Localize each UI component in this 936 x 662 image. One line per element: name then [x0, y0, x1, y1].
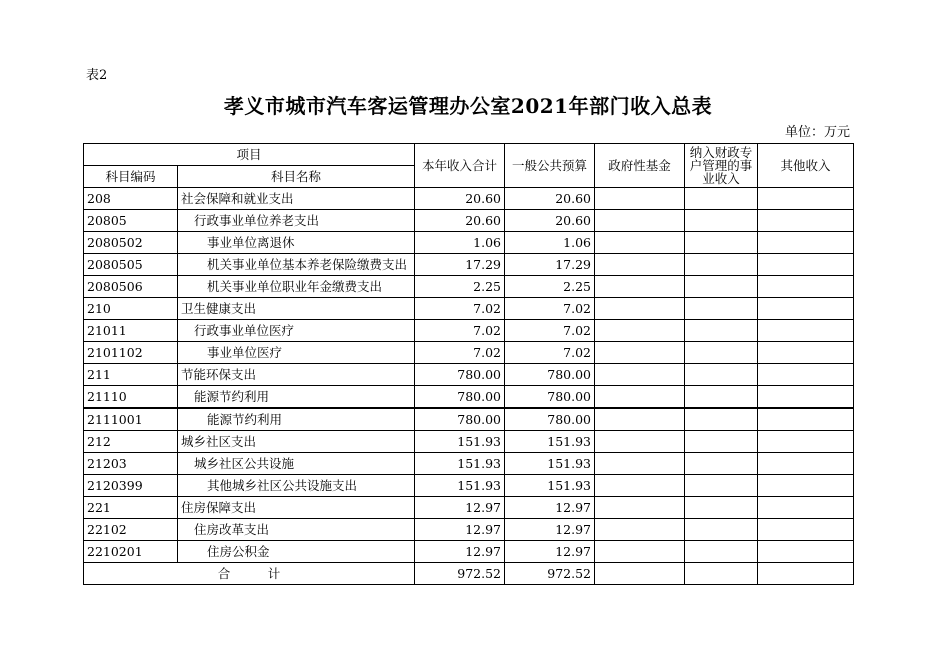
- gov-fund: [595, 386, 685, 409]
- special-account: [685, 519, 758, 541]
- subject-name: 行政事业单位医疗: [178, 320, 415, 342]
- table-row: [84, 497, 854, 519]
- subject-code: 210: [84, 298, 178, 320]
- special-account: [685, 364, 758, 386]
- table-row: [84, 210, 854, 232]
- total-income: 7.02: [415, 320, 505, 342]
- header-general-budget: 一般公共预算: [505, 144, 595, 188]
- general-budget: 151.93: [505, 431, 595, 453]
- total-income: 780.00: [415, 408, 505, 431]
- special-account: [685, 541, 758, 563]
- special-account: [685, 497, 758, 519]
- other-income: [758, 431, 854, 453]
- subject-code: 20805: [84, 210, 178, 232]
- gov-fund: [595, 408, 685, 431]
- total-income: 2.25: [415, 276, 505, 298]
- subject-name: 社会保障和就业支出: [178, 188, 415, 210]
- special-account: [685, 475, 758, 497]
- subject-code: 212: [84, 431, 178, 453]
- gov-fund: [595, 431, 685, 453]
- subject-name: 能源节约利用: [178, 408, 415, 431]
- general-budget: 780.00: [505, 408, 595, 431]
- header-project: 项目: [84, 144, 415, 166]
- gov-fund: [595, 342, 685, 364]
- special-account: [685, 342, 758, 364]
- gov-fund: [595, 254, 685, 276]
- table-row: [84, 431, 854, 453]
- header-other-income: 其他收入: [758, 144, 854, 188]
- subject-code: 2101102: [84, 342, 178, 364]
- subject-name: 城乡社区支出: [178, 431, 415, 453]
- subject-code: 2080502: [84, 232, 178, 254]
- special-account: [685, 453, 758, 475]
- table-number: 表2: [86, 68, 108, 83]
- general-budget: 780.00: [505, 364, 595, 386]
- subject-code: 2120399: [84, 475, 178, 497]
- total-income: 151.93: [415, 475, 505, 497]
- header-special-account: 纳入财政专户管理的事业收入: [685, 144, 758, 188]
- general-budget: 20.60: [505, 188, 595, 210]
- general-budget: 780.00: [505, 386, 595, 409]
- subject-code: 208: [84, 188, 178, 210]
- subject-name: 住房保障支出: [178, 497, 415, 519]
- general-budget: 2.25: [505, 276, 595, 298]
- subject-code: 21011: [84, 320, 178, 342]
- other-income: [758, 232, 854, 254]
- gov-fund: [595, 210, 685, 232]
- gov-fund: [595, 541, 685, 563]
- other-income: [758, 386, 854, 409]
- gov-fund: [595, 188, 685, 210]
- other-income: [758, 453, 854, 475]
- other-income: [758, 254, 854, 276]
- table-row: [84, 364, 854, 386]
- total-income: 151.93: [415, 453, 505, 475]
- other-income: [758, 364, 854, 386]
- subject-code: 2080505: [84, 254, 178, 276]
- subject-name: 住房改革支出: [178, 519, 415, 541]
- gov-fund: [595, 497, 685, 519]
- total-income: 780.00: [415, 386, 505, 409]
- table-row: [84, 519, 854, 541]
- total-income: 20.60: [415, 188, 505, 210]
- other-income: [758, 342, 854, 364]
- table-row: [84, 475, 854, 497]
- general-budget: 12.97: [505, 519, 595, 541]
- special-account: [685, 188, 758, 210]
- general-budget: 1.06: [505, 232, 595, 254]
- other-income: [758, 188, 854, 210]
- special-account: [685, 431, 758, 453]
- table-row: [84, 541, 854, 563]
- subject-code: 2210201: [84, 541, 178, 563]
- other-income: [758, 210, 854, 232]
- subject-code: 2111001: [84, 408, 178, 431]
- table-row: [84, 254, 854, 276]
- table-row: [84, 276, 854, 298]
- general-budget: 151.93: [505, 453, 595, 475]
- other-income: [758, 563, 854, 585]
- other-income: [758, 408, 854, 431]
- special-account: [685, 232, 758, 254]
- other-income: [758, 519, 854, 541]
- general-budget: 12.97: [505, 497, 595, 519]
- subject-code: 221: [84, 497, 178, 519]
- total-income: 151.93: [415, 431, 505, 453]
- special-account: [685, 298, 758, 320]
- header-name: 科目名称: [178, 166, 415, 188]
- gov-fund: [595, 320, 685, 342]
- other-income: [758, 276, 854, 298]
- subject-name: 事业单位医疗: [178, 342, 415, 364]
- gov-fund: [595, 453, 685, 475]
- special-account: [685, 386, 758, 409]
- header-code: 科目编码: [84, 166, 178, 188]
- subject-name: 事业单位离退休: [178, 232, 415, 254]
- total-income: 12.97: [415, 541, 505, 563]
- other-income: [758, 298, 854, 320]
- table-row: [84, 408, 854, 431]
- special-account: [685, 408, 758, 431]
- subject-code: 21203: [84, 453, 178, 475]
- general-budget: 7.02: [505, 298, 595, 320]
- subject-code: 21110: [84, 386, 178, 409]
- subject-name: 能源节约利用: [178, 386, 415, 409]
- total-label: 合 计: [84, 563, 415, 585]
- general-budget: 7.02: [505, 320, 595, 342]
- special-account: [685, 254, 758, 276]
- subject-code: 22102: [84, 519, 178, 541]
- total-income: 12.97: [415, 519, 505, 541]
- table-row: [84, 320, 854, 342]
- table-row: [84, 298, 854, 320]
- gov-fund: [595, 276, 685, 298]
- table-row: [84, 453, 854, 475]
- subject-name: 住房公积金: [178, 541, 415, 563]
- gov-fund: [595, 232, 685, 254]
- special-account: [685, 320, 758, 342]
- other-income: [758, 497, 854, 519]
- gov-fund: [595, 519, 685, 541]
- total-income: 12.97: [415, 497, 505, 519]
- general-budget: 20.60: [505, 210, 595, 232]
- subject-code: 2080506: [84, 276, 178, 298]
- gov-fund: [595, 563, 685, 585]
- gov-fund: [595, 475, 685, 497]
- total-income: 1.06: [415, 232, 505, 254]
- header-row-1: [84, 144, 854, 166]
- general-budget: 7.02: [505, 342, 595, 364]
- header-gov-fund: 政府性基金: [595, 144, 685, 188]
- general-budget: 972.52: [505, 563, 595, 585]
- header-total: 本年收入合计: [415, 144, 505, 188]
- table-row: [84, 232, 854, 254]
- gov-fund: [595, 298, 685, 320]
- page-title: 孝义市城市汽车客运管理办公室2021年部门收入总表: [223, 94, 713, 118]
- income-summary-table: [83, 143, 854, 585]
- gov-fund: [595, 364, 685, 386]
- subject-name: 城乡社区公共设施: [178, 453, 415, 475]
- special-account: [685, 276, 758, 298]
- unit-label: 单位：万元: [784, 125, 850, 140]
- total-income: 7.02: [415, 298, 505, 320]
- total-income: 17.29: [415, 254, 505, 276]
- special-account: [685, 563, 758, 585]
- total-income: 780.00: [415, 364, 505, 386]
- subject-name: 机关事业单位基本养老保险缴费支出: [178, 254, 415, 276]
- other-income: [758, 320, 854, 342]
- other-income: [758, 541, 854, 563]
- table-row: [84, 386, 854, 409]
- subject-code: 211: [84, 364, 178, 386]
- table-row: [84, 342, 854, 364]
- total-income: 972.52: [415, 563, 505, 585]
- subject-name: 其他城乡社区公共设施支出: [178, 475, 415, 497]
- subject-name: 卫生健康支出: [178, 298, 415, 320]
- table-row: [84, 188, 854, 210]
- general-budget: 17.29: [505, 254, 595, 276]
- total-row: [84, 563, 854, 585]
- other-income: [758, 475, 854, 497]
- subject-name: 机关事业单位职业年金缴费支出: [178, 276, 415, 298]
- total-income: 7.02: [415, 342, 505, 364]
- general-budget: 151.93: [505, 475, 595, 497]
- general-budget: 12.97: [505, 541, 595, 563]
- total-income: 20.60: [415, 210, 505, 232]
- subject-name: 行政事业单位养老支出: [178, 210, 415, 232]
- subject-name: 节能环保支出: [178, 364, 415, 386]
- special-account: [685, 210, 758, 232]
